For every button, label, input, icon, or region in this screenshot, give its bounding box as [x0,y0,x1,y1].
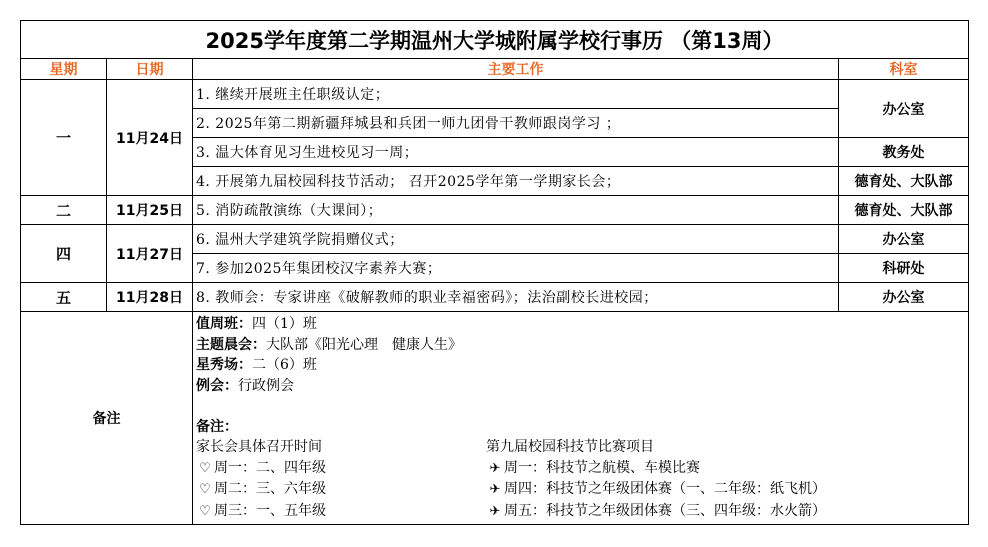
work-item: 7. 参加2025年集团校汉字素养大赛； [193,254,839,283]
work-item: 5. 消防疏散演练（大课间）； [193,196,839,225]
tech-item [486,501,906,523]
tech-title: 第九届校园科技节比赛项目 [486,439,654,455]
page-title: 2025学年度第二学期温州大学城附属学校行事历 （第13周） [21,21,969,59]
remarks-columns [196,437,965,522]
date-cell: 11月27日 [107,225,193,283]
dept-cell: 科研处 [839,254,969,283]
weekday-cell: 一 [21,80,107,196]
parent-item [196,501,486,523]
heart-icon: ♡ [199,460,211,476]
date-cell: 11月24日 [107,80,193,196]
assembly-value: 大队部《阳光心理 健康人生》 [266,336,462,353]
dept-cell: 德育处、大队部 [839,167,969,196]
spacer [196,396,965,417]
dept-cell: 教务处 [839,138,969,167]
star-line [196,355,965,376]
parent-meeting-column [196,437,486,522]
header-date: 日期 [107,59,193,80]
star-value: 二（6）班 [252,357,317,373]
remarks-content [193,312,969,525]
weekday-cell: 五 [21,283,107,312]
date-cell: 11月28日 [107,283,193,312]
work-item: 2. 2025年第二期新疆拜城县和兵团一师九团骨干教师跟岗学习 ； [193,109,839,138]
duty-line [196,314,965,335]
header-dept: 科室 [839,59,969,80]
meeting-line [196,376,965,397]
dept-cell: 办公室 [839,80,969,138]
tech-item-text: 周五：科技节之年级团体赛（三、四年级：水火箭） [504,502,826,519]
remarks-label: 备注 [21,312,193,525]
meeting-value: 行政例会 [238,377,294,394]
star-label: 星秀场： [196,357,252,373]
rocket-icon: ✈ [489,482,501,497]
work-item: 1. 继续开展班主任职级认定； [193,80,839,109]
duty-label: 值周班： [196,316,252,332]
tech-festival-column [486,437,906,522]
rocket-icon: ✈ [489,503,501,519]
parent-item [196,479,486,501]
parent-item [196,458,486,480]
assembly-label: 主题晨会： [196,336,266,353]
weekday-cell: 二 [21,196,107,225]
schedule-sheet [20,20,968,526]
parent-item-text: 周二：三、六年级 [214,481,326,497]
tech-item-text: 周一：科技节之航模、车模比赛 [504,459,700,476]
dept-cell: 德育处、大队部 [839,196,969,225]
heart-icon: ♡ [199,482,211,497]
header-weekday: 星期 [21,59,107,80]
note-label: 备注： [196,418,238,435]
dept-cell: 办公室 [839,225,969,254]
tech-item [486,458,906,480]
note-line [196,417,965,438]
work-item: 3. 温大体育见习生进校见习一周； [193,138,839,167]
parent-item-text: 周一：二、四年级 [214,459,326,476]
rocket-icon: ✈ [489,460,501,476]
work-item: 4. 开展第九届校园科技节活动； 召开2025学年第一学期家长会； [193,167,839,196]
heart-icon: ♡ [199,503,211,519]
work-item: 6. 温州大学建筑学院捐赠仪式； [193,225,839,254]
tech-item [486,479,906,501]
assembly-line [196,335,965,356]
meeting-label: 例会： [196,377,238,394]
schedule-table [20,20,969,525]
parent-title: 家长会具体召开时间 [196,439,322,455]
duty-value: 四（1）班 [252,316,317,332]
date-cell: 11月25日 [107,196,193,225]
dept-cell: 办公室 [839,283,969,312]
header-work: 主要工作 [193,59,839,80]
parent-item-text: 周三：一、五年级 [214,502,326,519]
tech-item-text: 周四：科技节之年级团体赛（一、二年级：纸飞机） [504,481,826,497]
work-item: 8. 教师会：专家讲座《破解教师的职业幸福密码》；法治副校长进校园； [193,283,839,312]
weekday-cell: 四 [21,225,107,283]
